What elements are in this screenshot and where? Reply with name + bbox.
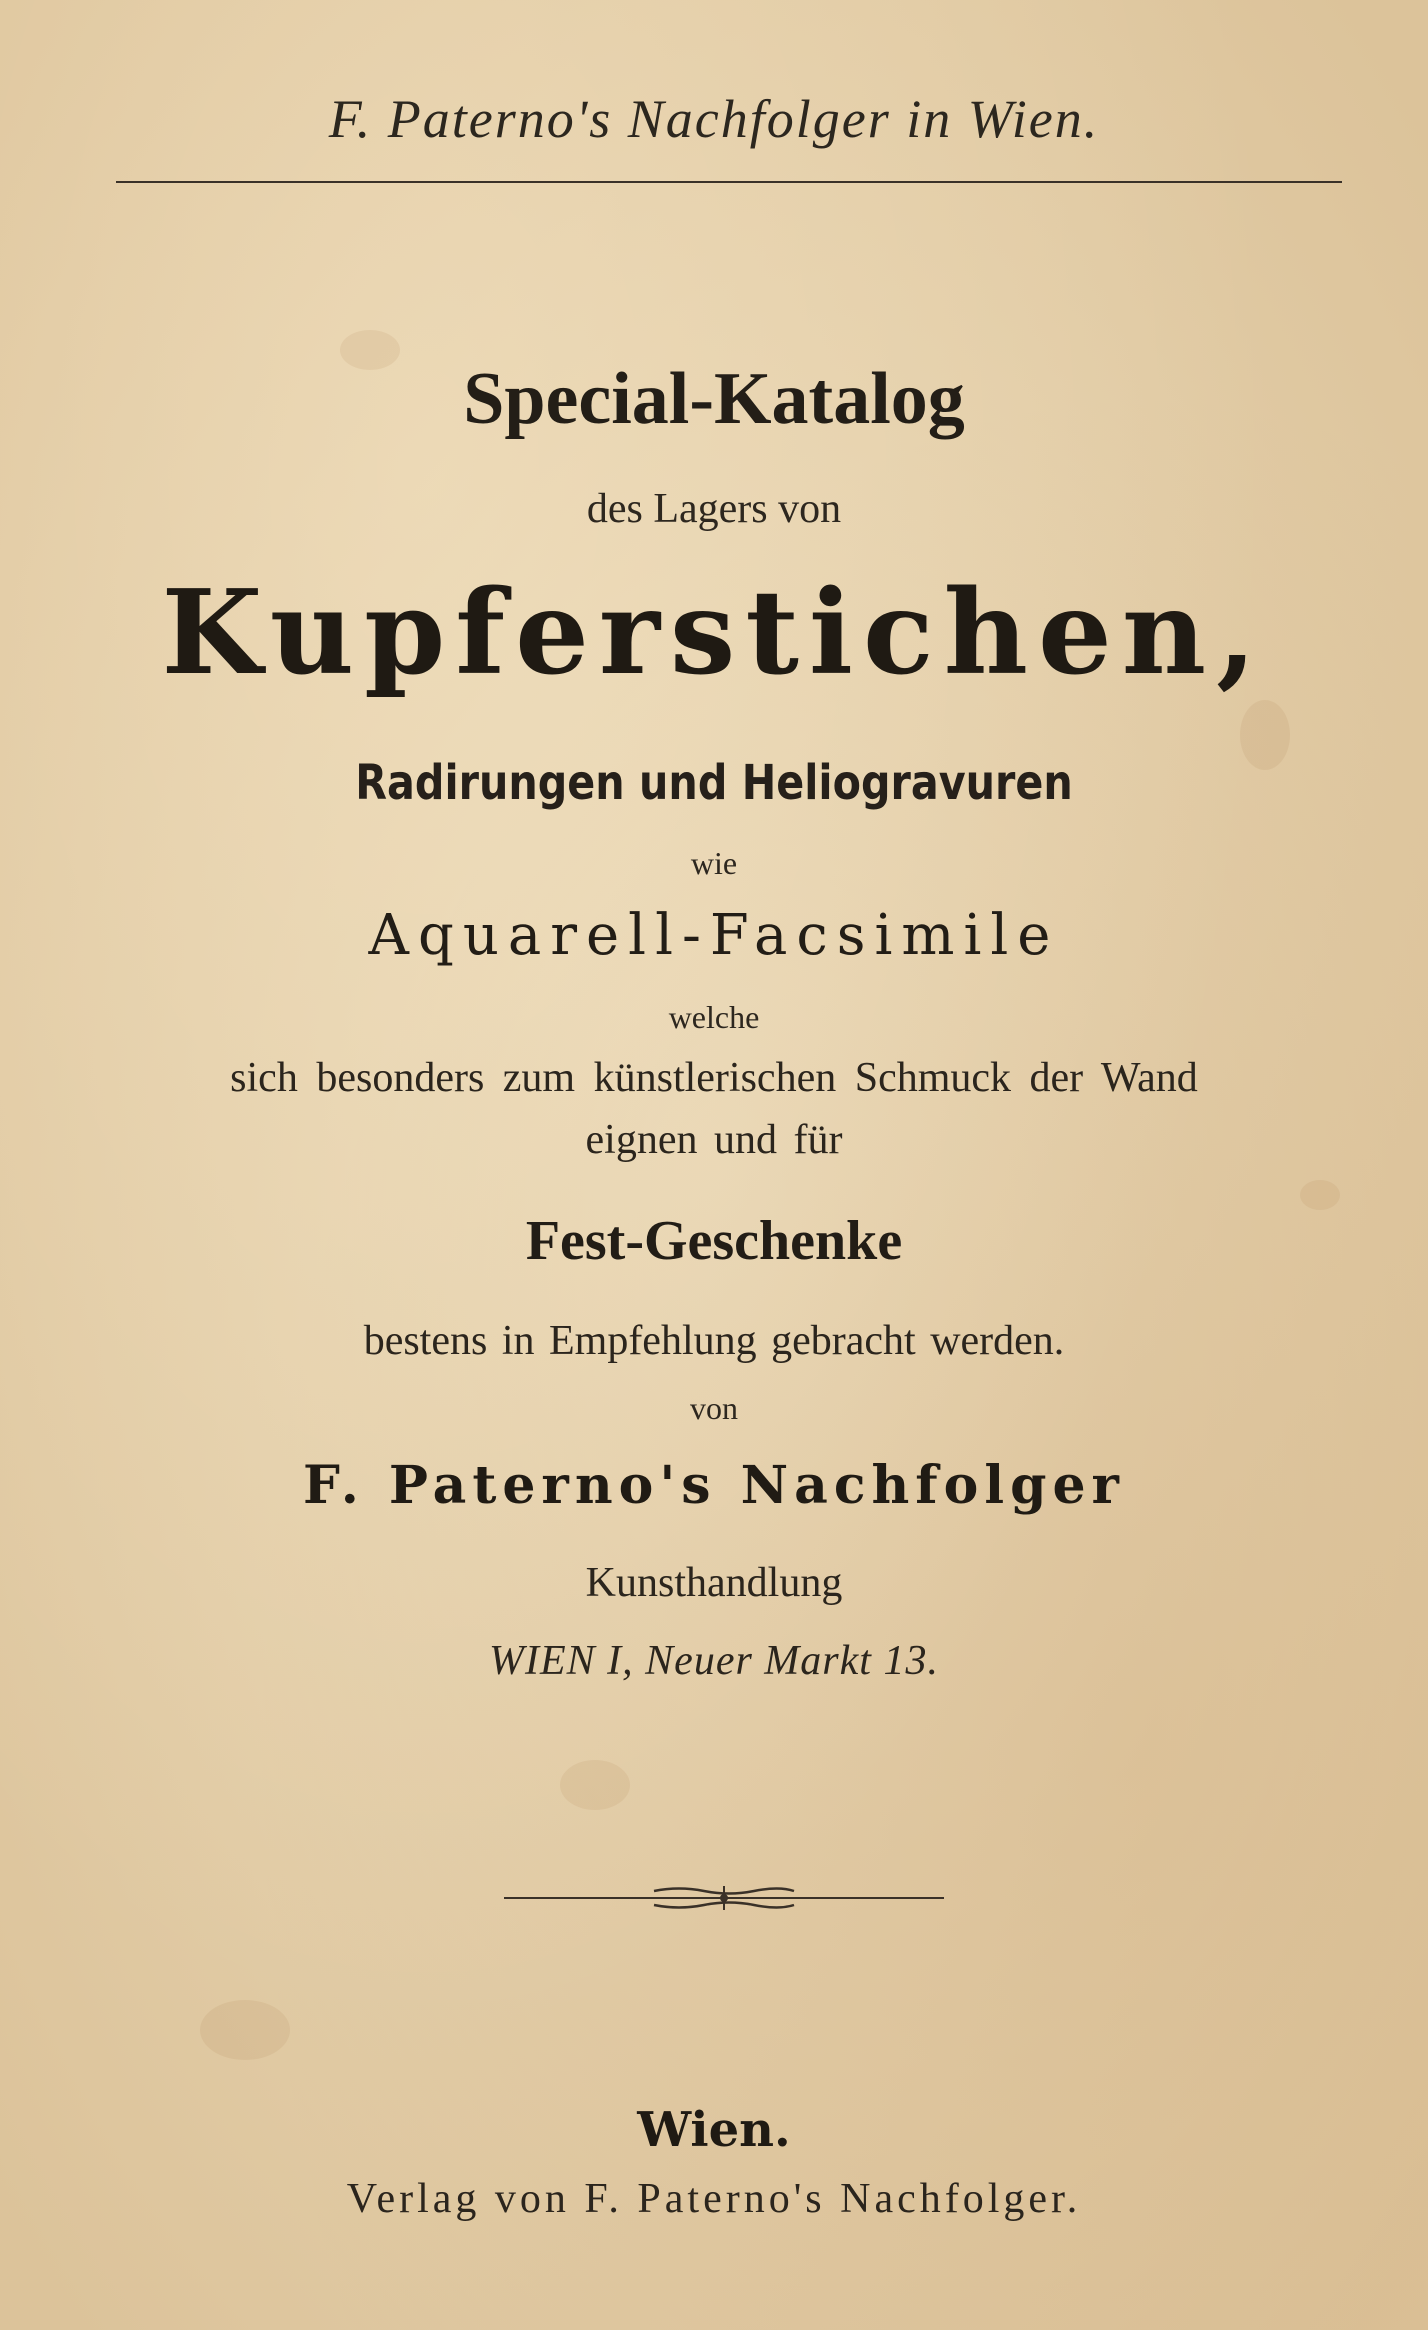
running-header: F. Paterno's Nachfolger in Wien. bbox=[328, 89, 1100, 149]
paper-stain bbox=[1300, 1180, 1340, 1210]
connector-von: von bbox=[690, 1390, 738, 1426]
publisher-address: WIEN I, Neuer Markt 13. bbox=[489, 1638, 939, 1684]
subtitle-line: des Lagers von bbox=[586, 486, 842, 532]
description-line-3: bestens in Empfehlung gebracht werden. bbox=[363, 1318, 1065, 1364]
subject-line-3: Aquarell-Facsimile bbox=[368, 903, 1060, 968]
paper-stain bbox=[560, 1760, 630, 1810]
publisher-name: F. Paterno's Nachfolger bbox=[303, 1455, 1125, 1516]
decorative-rule-ornament-icon bbox=[504, 1878, 944, 1918]
paper-stain bbox=[200, 2000, 290, 2060]
header-rule bbox=[116, 181, 1342, 183]
imprint-publisher: Verlag von F. Paterno's Nachfolger. bbox=[346, 2176, 1082, 2222]
imprint-city: Wien. bbox=[637, 2102, 791, 2158]
connector-wie: wie bbox=[690, 845, 738, 881]
occasion-heading: Fest-Geschenke bbox=[525, 1210, 903, 1272]
description-line-1: sich besonders zum künstlerischen Schmuck der Wand bbox=[230, 1055, 1198, 1101]
connector-welche: welche bbox=[668, 999, 760, 1035]
main-subject-heading: Kupferstichen, bbox=[161, 565, 1267, 701]
business-type: Kunsthandlung bbox=[585, 1560, 843, 1606]
description-line-2: eignen und für bbox=[585, 1117, 843, 1163]
catalog-title: Special-Katalog bbox=[463, 358, 965, 440]
subject-line-2: Radirungen und Heliogravuren bbox=[355, 755, 1073, 811]
